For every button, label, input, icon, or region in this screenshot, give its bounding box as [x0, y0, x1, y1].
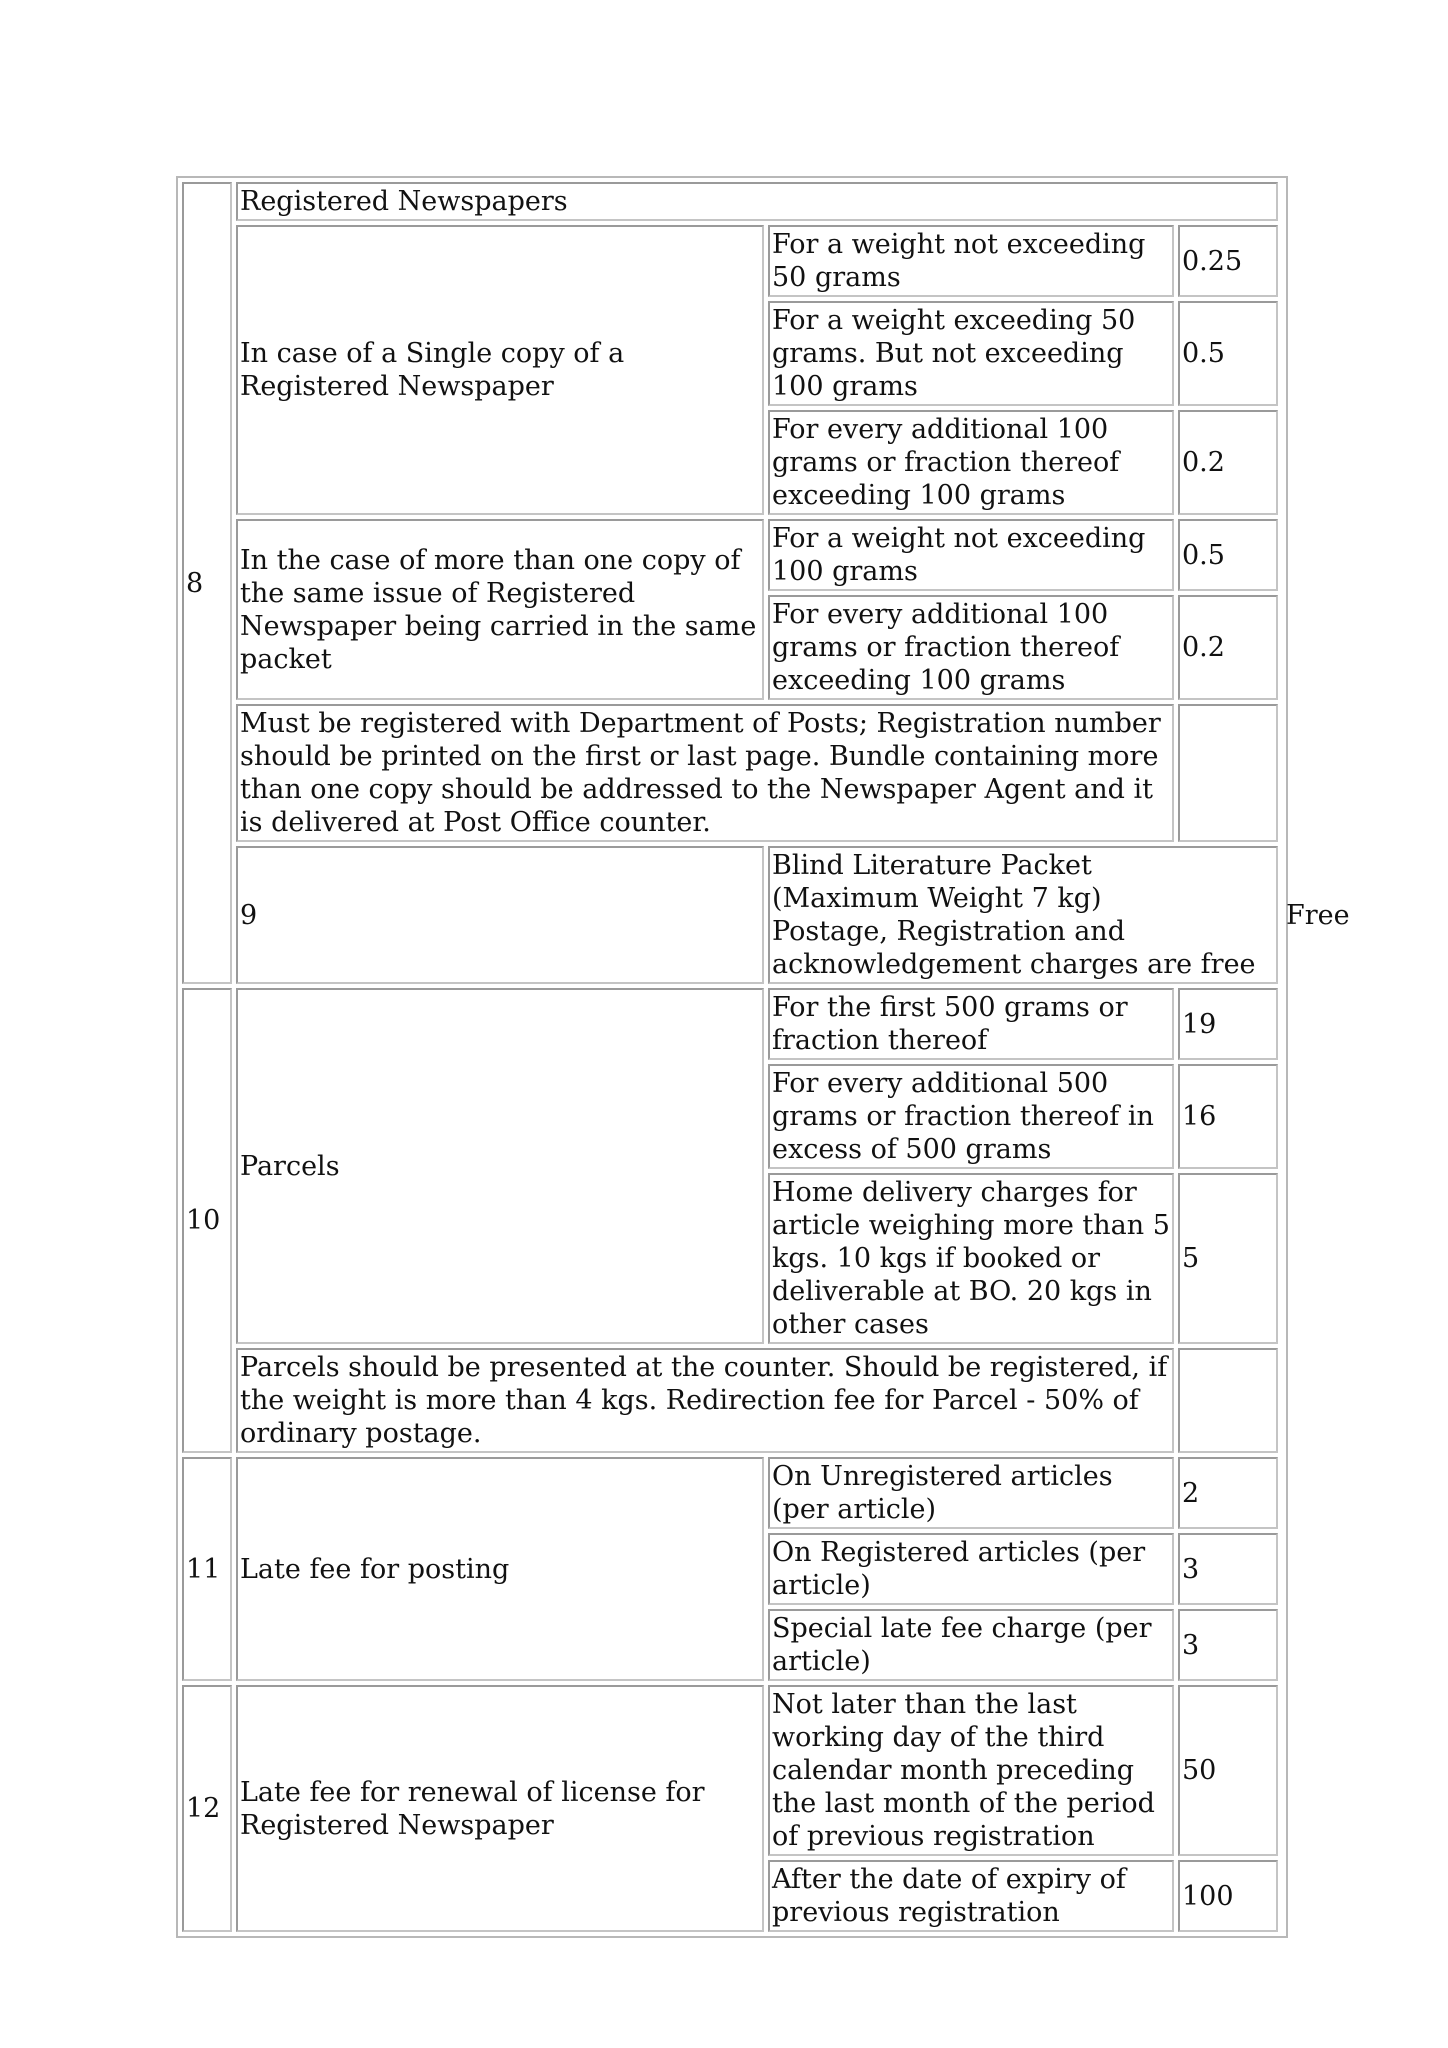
rate-value: 100: [1178, 1860, 1278, 1932]
table-row: [182, 225, 1282, 297]
description-line: (Maximum Weight 7 kg): [772, 883, 1102, 914]
rate-condition: For every additional 100 grams or fraction thereof exceeding 100 grams: [768, 595, 1174, 700]
category-label: In case of a Single copy of a Registered Newspaper: [236, 225, 764, 515]
rate-condition: For the first 500 grams or fraction thereof: [768, 988, 1174, 1060]
category-label: Parcels: [236, 988, 764, 1344]
rate-condition: For every additional 500 grams or fraction thereof in excess of 500 grams: [768, 1064, 1174, 1169]
rate-note: Must be registered with Department of Posts; Registration number should be printed on the first or last page. Bundle containing more than one copy should be addressed to the Newspaper Agent and it is delivered at Post Office counter.: [236, 704, 1174, 842]
description-line: Postage, Registration and acknowledgement charges are free: [772, 916, 1256, 980]
table-row: 9 Blind Literature Packet (Maximum Weight 7 kg) Postage, Registration and acknowledgement charges are free Free: [182, 846, 1282, 984]
rate-condition: For a weight not exceeding 100 grams: [768, 519, 1174, 591]
rate-condition: For a weight not exceeding 50 grams: [768, 225, 1174, 297]
rate-value: 16: [1178, 1064, 1278, 1169]
rate-condition: For a weight exceeding 50 grams. But not exceeding 100 grams: [768, 301, 1174, 406]
table-row: [182, 182, 1282, 221]
rate-value: 19: [1178, 988, 1278, 1060]
table-row: [182, 519, 1282, 591]
row-number: 10: [182, 988, 232, 1453]
rate-value: 0.2: [1178, 410, 1278, 515]
table-row: [182, 704, 1282, 842]
empty-value-cell: [1178, 704, 1278, 842]
table-row: [182, 988, 1282, 1060]
rate-value: 5: [1178, 1173, 1278, 1344]
category-label: Late fee for posting: [236, 1457, 764, 1681]
section-heading: Registered Newspapers: [236, 182, 1278, 221]
table-row: [182, 1685, 1282, 1856]
row-number: 11: [182, 1457, 232, 1681]
rate-note: Parcels should be presented at the counter. Should be registered, if the weight is more than 4 kgs. Redirection fee for Parcel - 50% of ordinary postage.: [236, 1348, 1174, 1453]
rate-condition: On Registered articles (per article): [768, 1533, 1174, 1605]
rate-condition: Special late fee charge (per article): [768, 1609, 1174, 1681]
blind-literature-description: [768, 846, 1278, 984]
rate-condition: On Unregistered articles (per article): [768, 1457, 1174, 1529]
rate-value: 0.2: [1178, 595, 1278, 700]
rate-value: 0.5: [1178, 301, 1278, 406]
rate-condition: For every additional 100 grams or fraction thereof exceeding 100 grams: [768, 410, 1174, 515]
rate-value: 0.25: [1178, 225, 1278, 297]
rate-condition: Home delivery charges for article weighing more than 5 kgs. 10 kgs if booked or deliverable at BO. 20 kgs in other cases: [768, 1173, 1174, 1344]
description-line: Blind Literature Packet: [772, 850, 1092, 881]
rate-value: 3: [1178, 1609, 1278, 1681]
rate-value: 50: [1178, 1685, 1278, 1856]
postal-rates-page: [176, 176, 1350, 1938]
empty-value-cell: [1178, 1348, 1278, 1453]
rate-value: 2: [1178, 1457, 1278, 1529]
rate-condition: Not later than the last working day of the third calendar month preceding the last month of the period of previous registration: [768, 1685, 1174, 1856]
category-label: Late fee for renewal of license for Registered Newspaper: [236, 1685, 764, 1932]
category-label: In the case of more than one copy of the same issue of Registered Newspaper being carried in the same packet: [236, 519, 764, 700]
table-row: [182, 1348, 1282, 1453]
row-number: 12: [182, 1685, 232, 1932]
rate-value: 3: [1178, 1533, 1278, 1605]
row-number: 8: [182, 182, 232, 984]
postal-rates-table: [176, 176, 1350, 1938]
table-row: [182, 1457, 1282, 1529]
rate-condition: After the date of expiry of previous registration: [768, 1860, 1174, 1932]
row-number: 9: [236, 846, 764, 984]
rate-value: 0.5: [1178, 519, 1278, 591]
